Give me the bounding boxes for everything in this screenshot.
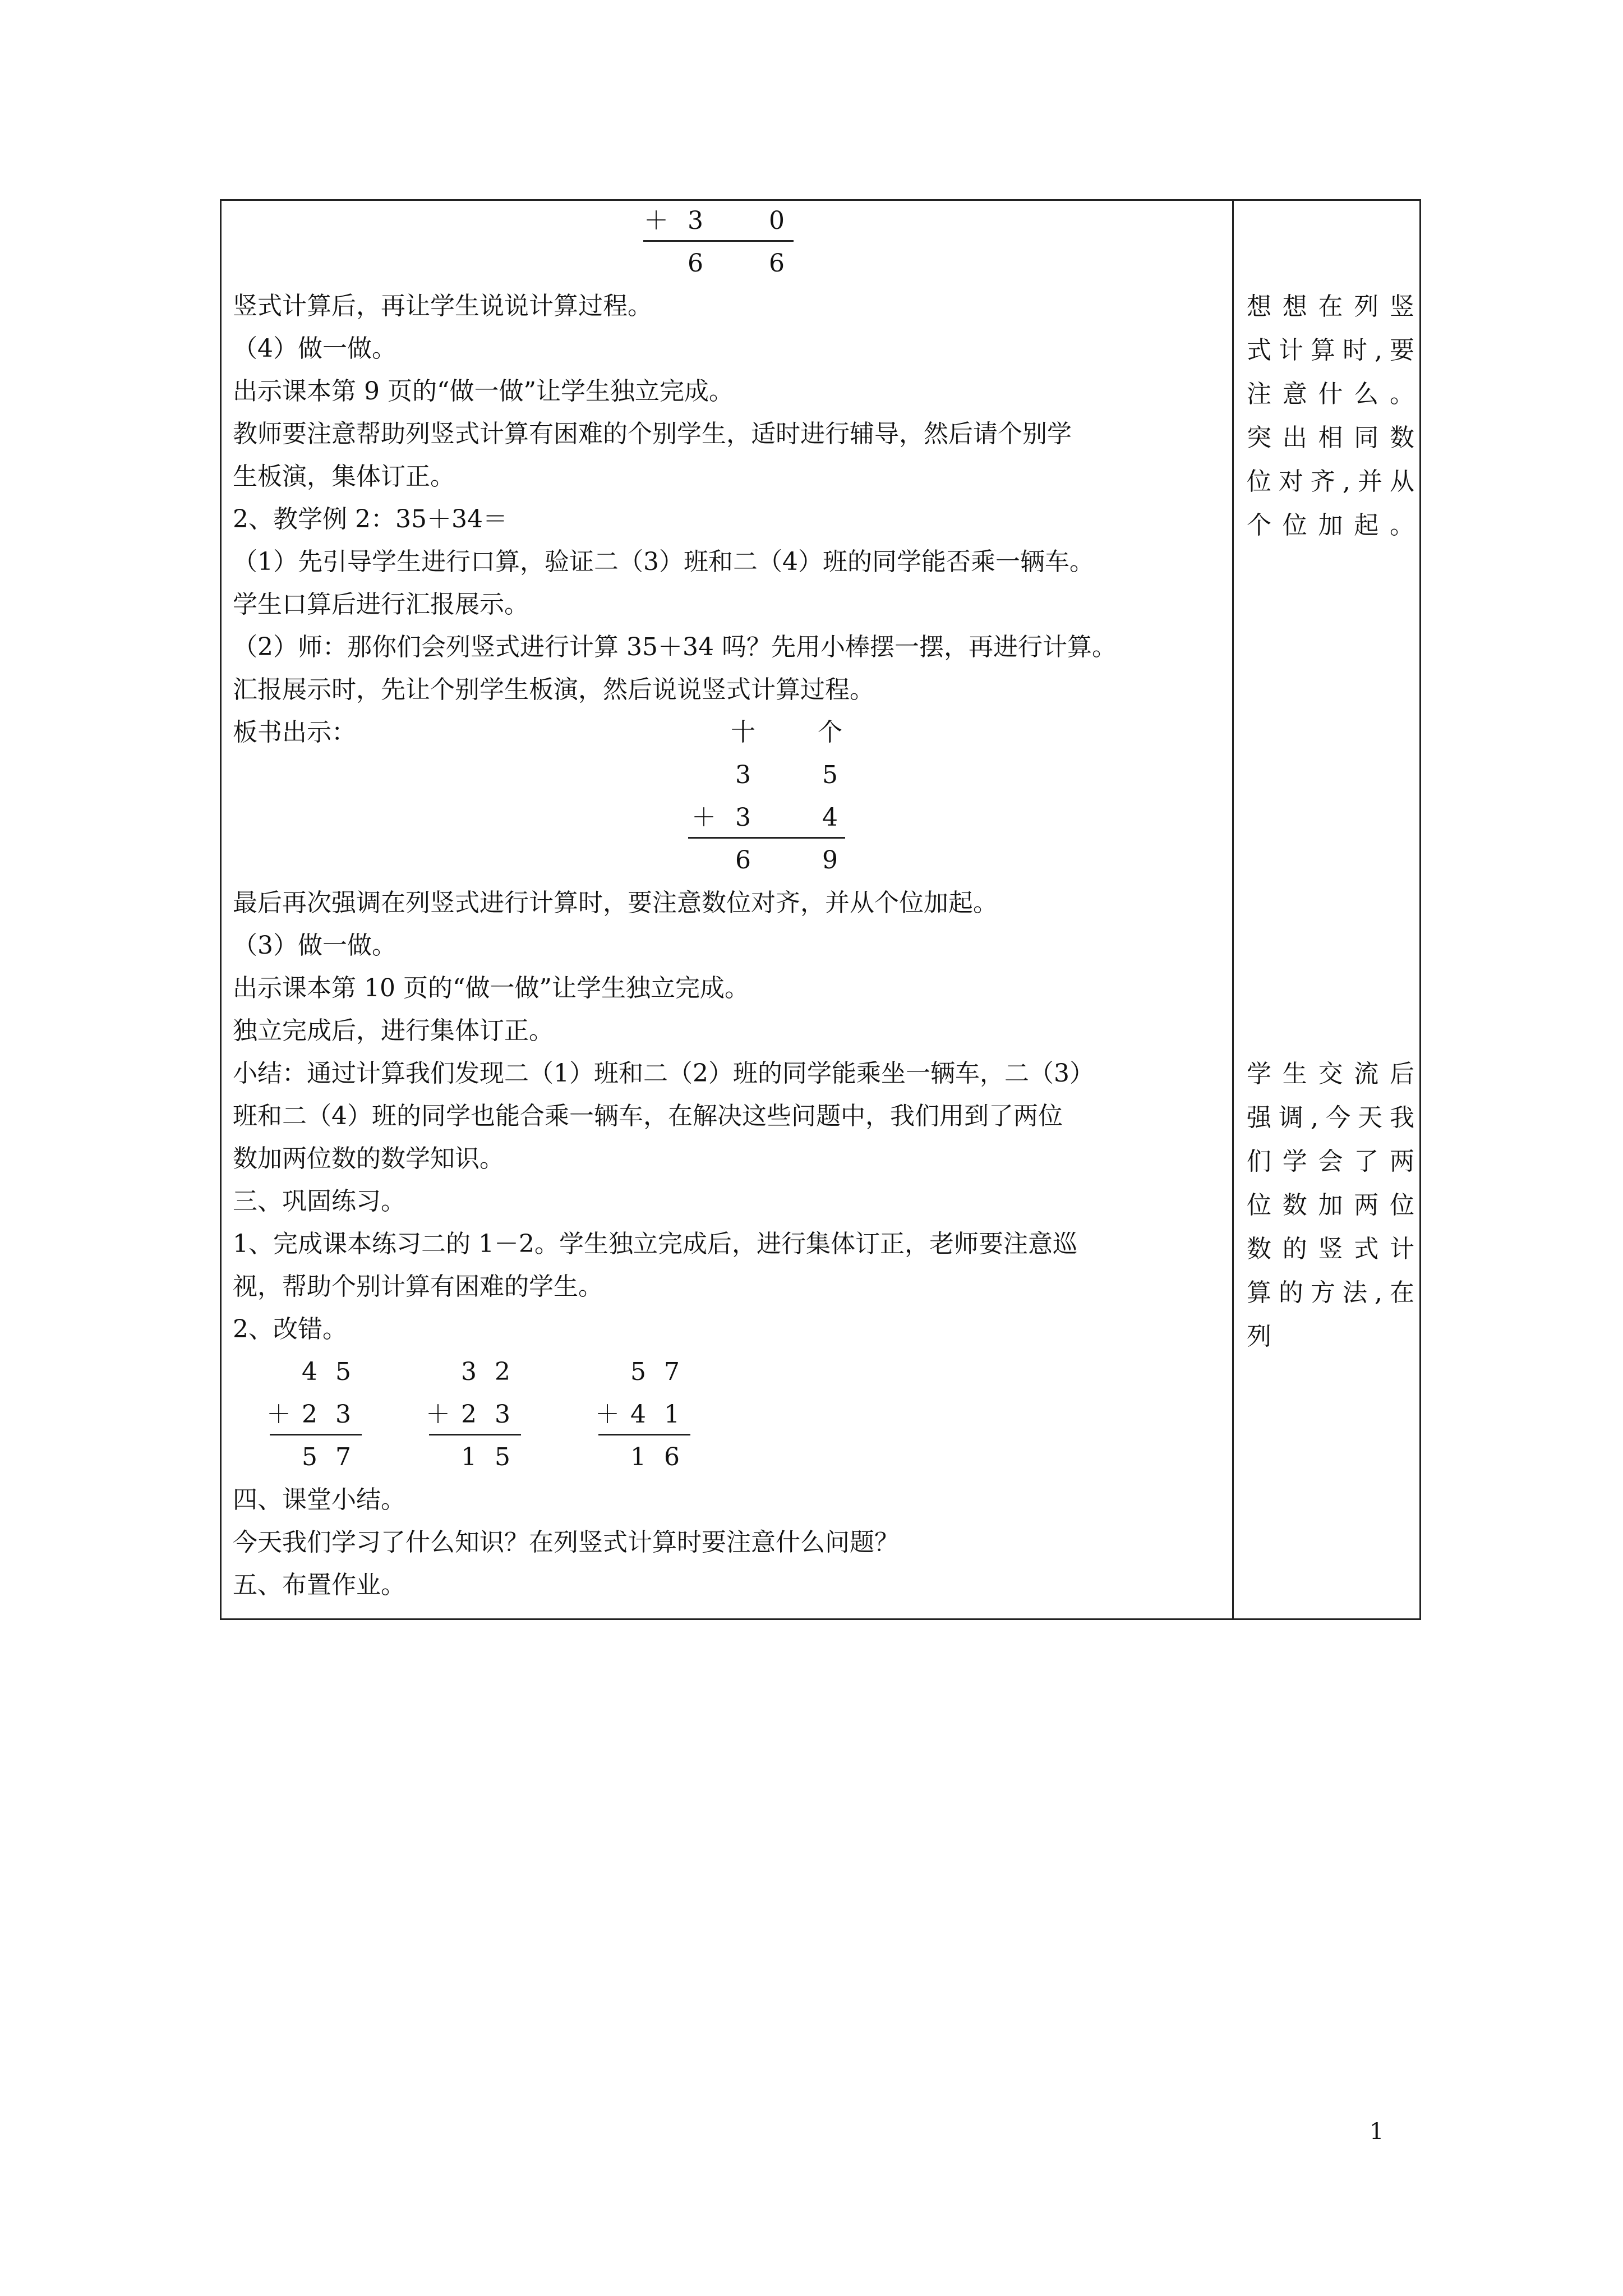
text-line: 出示课本第 10 页的“做一做”让学生独立完成。 [233, 974, 749, 1002]
text-line: 出示课本第 9 页的“做一做”让学生独立完成。 [233, 377, 734, 406]
digit: 5 [335, 1358, 351, 1386]
note-line: 强调,今天我 [1247, 1103, 1415, 1132]
plus-sign: ＋ [595, 1400, 620, 1429]
digit: 3 [335, 1400, 351, 1429]
text-line: 独立完成后，进行集体订正。 [233, 1016, 554, 1045]
text-line: （2）师：那你们会列竖式进行计算 35＋34 吗？先用小棒摆一摆，再进行计算。 [233, 633, 1117, 661]
text-line: 今天我们学习了什么知识？在列竖式计算时要注意什么问题？ [233, 1528, 899, 1557]
plus-sign: ＋ [644, 206, 668, 235]
note-line: 列 [1247, 1322, 1272, 1351]
digit: 6 [664, 1443, 680, 1471]
text-line: （1）先引导学生进行口算，验证二（3）班和二（4）班的同学能否乘一辆车。 [233, 547, 1094, 576]
ones-header: 个 [818, 718, 842, 747]
plus-sign: ＋ [426, 1400, 450, 1429]
text-line: 四、课堂小结。 [233, 1485, 405, 1514]
digit: 7 [664, 1358, 680, 1386]
text-line: 生板演，集体订正。 [233, 462, 455, 491]
text-line: 班和二（4）班的同学也能合乘一辆车，在解决这些问题中，我们用到了两位 [233, 1102, 1063, 1130]
digit: 1 [664, 1400, 680, 1429]
note-line: 算的方法,在 [1247, 1278, 1415, 1307]
text-line: （4）做一做。 [233, 334, 396, 363]
digit: 5 [630, 1358, 646, 1386]
sum-rule [643, 240, 794, 242]
text-line: 1、完成课本练习二的 1－2。学生独立完成后，进行集体订正，老师要注意巡 [233, 1230, 1077, 1258]
text-line: 2、改错。 [233, 1315, 347, 1343]
digit: 3 [461, 1358, 477, 1386]
text-line: 视，帮助个别计算有困难的学生。 [233, 1272, 603, 1301]
sum-rule [688, 837, 845, 839]
digit: 2 [461, 1400, 477, 1429]
digit: 3 [735, 761, 751, 789]
note-line: 注意什么。 [1247, 380, 1415, 408]
lesson-table [220, 199, 1421, 1620]
digit: 7 [335, 1443, 351, 1471]
digit: 2 [495, 1358, 510, 1386]
sum-rule [598, 1434, 690, 1435]
digit: 3 [495, 1400, 510, 1429]
page-number: 1 [1370, 2119, 1384, 2145]
digit: 6 [769, 249, 785, 278]
digit: 1 [461, 1443, 477, 1471]
text-line: 五、布置作业。 [233, 1571, 405, 1599]
board-label: 板书出示： [233, 718, 356, 747]
plus-sign: ＋ [691, 803, 716, 832]
note-line: 突出相同数 [1247, 424, 1415, 452]
text-line: （3）做一做。 [233, 931, 396, 960]
plus-sign: ＋ [266, 1400, 291, 1429]
digit: 4 [822, 803, 838, 832]
digit: 3 [688, 206, 703, 235]
digit: 4 [302, 1358, 317, 1386]
text-line: 数加两位数的数学知识。 [233, 1144, 504, 1173]
text-line: 竖式计算后，再让学生说说计算过程。 [233, 292, 652, 320]
note-line: 数的竖式计 [1247, 1235, 1415, 1263]
text-line: 三、巩固练习。 [233, 1187, 405, 1216]
sum-rule [429, 1434, 521, 1435]
digit: 5 [495, 1443, 510, 1471]
text-line: 2、教学例 2：35＋34＝ [233, 505, 508, 533]
digit: 6 [735, 846, 751, 875]
note-line: 位对齐,并从 [1247, 467, 1415, 496]
digit: 3 [735, 803, 751, 832]
digit: 4 [630, 1400, 646, 1429]
text-line: 汇报展示时，先让个别学生板演，然后说说竖式计算过程。 [233, 675, 874, 704]
note-line: 想想在列竖 [1247, 292, 1415, 321]
note-line: 个位加起。 [1247, 511, 1415, 540]
digit: 2 [302, 1400, 317, 1429]
column-divider [1232, 201, 1234, 1618]
text-line: 学生口算后进行汇报展示。 [233, 590, 529, 619]
digit: 5 [302, 1443, 317, 1471]
text-line: 小结：通过计算我们发现二（1）班和二（2）班的同学能乘坐一辆车，二（3） [233, 1059, 1094, 1088]
tens-header: 十 [731, 718, 755, 747]
note-line: 学生交流后 [1247, 1060, 1415, 1088]
sum-rule [270, 1434, 362, 1435]
note-line: 位数加两位 [1247, 1191, 1415, 1220]
text-line: 最后再次强调在列竖式进行计算时，要注意数位对齐，并从个位加起。 [233, 889, 998, 917]
digit: 1 [630, 1443, 646, 1471]
digit: 6 [688, 249, 703, 278]
text-line: 教师要注意帮助列竖式计算有困难的个别学生，适时进行辅导，然后请个别学 [233, 420, 1072, 448]
note-line: 们学会了两 [1247, 1147, 1415, 1176]
digit: 0 [769, 206, 785, 235]
digit: 9 [822, 846, 838, 875]
note-line: 式计算时,要 [1247, 336, 1415, 365]
digit: 5 [822, 761, 838, 789]
